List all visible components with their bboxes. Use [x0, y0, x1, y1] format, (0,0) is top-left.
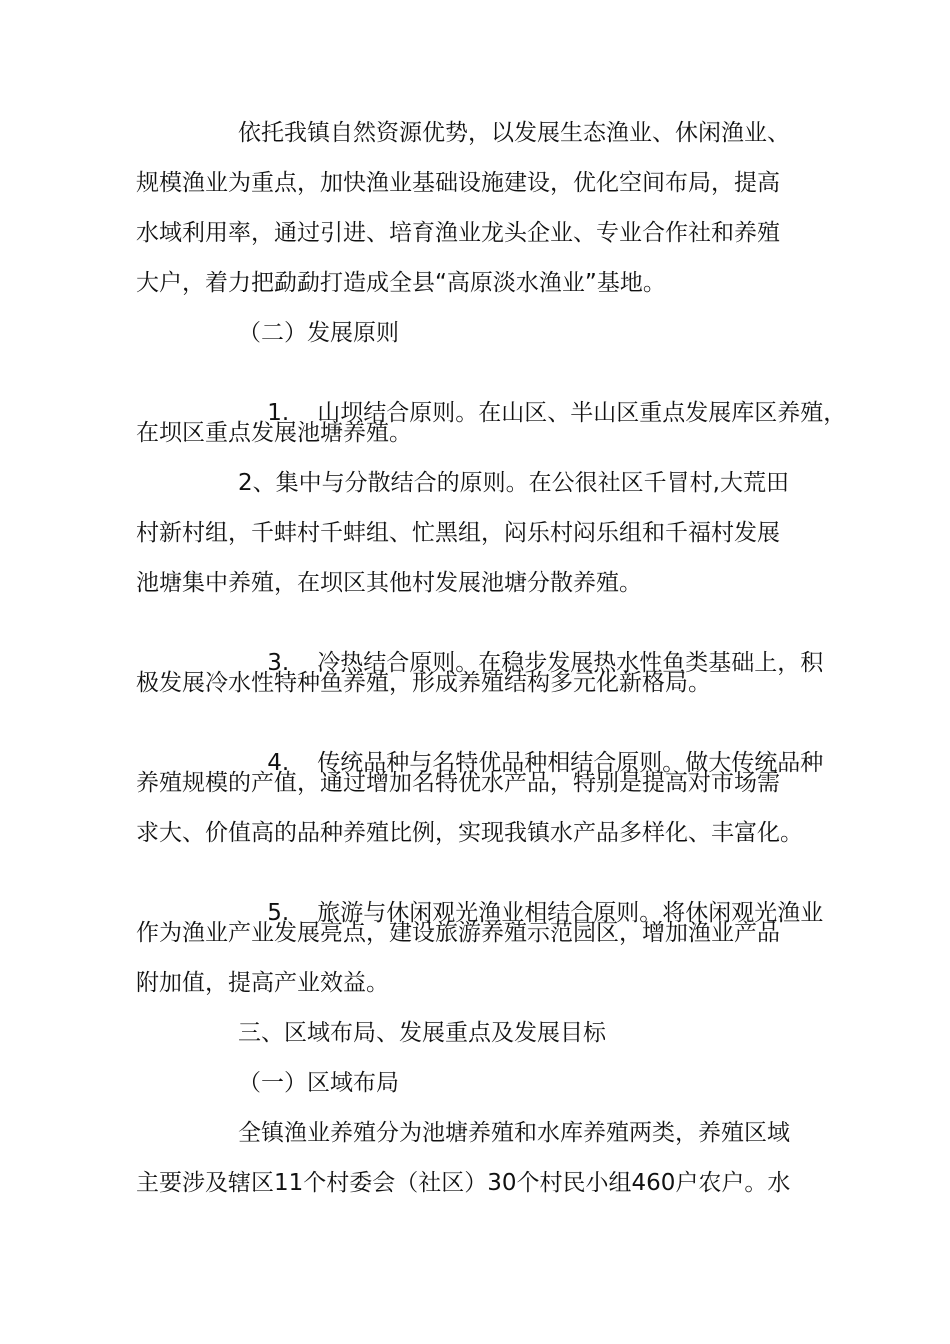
- paragraph-line: 山坝结合原则。在山区、半山区重点发展库区养殖，: [317, 400, 847, 426]
- paragraph-line: 养殖规模的产值，通过增加名特优水产品，特别是提高对市场需: [136, 770, 780, 796]
- list-number: 3.: [267, 650, 290, 676]
- section-heading: （二）发展原则: [238, 320, 399, 346]
- paragraph-line: 村新村组，千蚌村千蚌组、忙黑组，闷乐村闷乐组和千福村发展: [136, 520, 780, 546]
- paragraph-line: 规模渔业为重点，加快渔业基础设施建设，优化空间布局，提高: [136, 170, 780, 196]
- paragraph-line: 依托我镇自然资源优势，以发展生态渔业、休闲渔业、: [238, 120, 790, 146]
- paragraph-line: 传统品种与名特优品种相结合原则。做大传统品种: [317, 750, 824, 776]
- paragraph-line: 作为渔业产业发展亮点，建设旅游养殖示范园区，增加渔业产品: [136, 920, 780, 946]
- paragraph-line: 在坝区重点发展池塘养殖。: [136, 420, 412, 446]
- paragraph-line: 全镇渔业养殖分为池塘养殖和水库养殖两类，养殖区域: [238, 1120, 790, 1146]
- paragraph-line: 水域利用率，通过引进、培育渔业龙头企业、专业合作社和养殖: [136, 220, 780, 246]
- list-number: 5.: [267, 900, 290, 926]
- list-number: 1.: [267, 400, 290, 426]
- paragraph-line: 2、集中与分散结合的原则。在公很社区千冒村,大荒田: [238, 470, 789, 496]
- section-heading: （一）区域布局: [238, 1070, 399, 1096]
- paragraph-line: 极发展冷水性特种鱼养殖，形成养殖结构多元化新格局。: [136, 670, 711, 696]
- list-number: 4.: [267, 750, 290, 776]
- paragraph-line: 主要涉及辖区11个村委会（社区）30个村民小组460户农户。水: [136, 1170, 791, 1196]
- section-heading: 三、区域布局、发展重点及发展目标: [238, 1020, 606, 1046]
- paragraph-line: 大户，着力把勐勐打造成全县“高原淡水渔业”基地。: [136, 270, 666, 296]
- paragraph-line: 旅游与休闲观光渔业相结合原则。将休闲观光渔业: [317, 900, 824, 926]
- paragraph-line: 冷热结合原则。在稳步发展热水性鱼类基础上，积: [317, 650, 824, 676]
- paragraph-line: 附加值，提高产业效益。: [136, 970, 389, 996]
- paragraph-line: 求大、价值高的品种养殖比例，实现我镇水产品多样化、丰富化。: [136, 820, 803, 846]
- paragraph-line: 池塘集中养殖，在坝区其他村发展池塘分散养殖。: [136, 570, 642, 596]
